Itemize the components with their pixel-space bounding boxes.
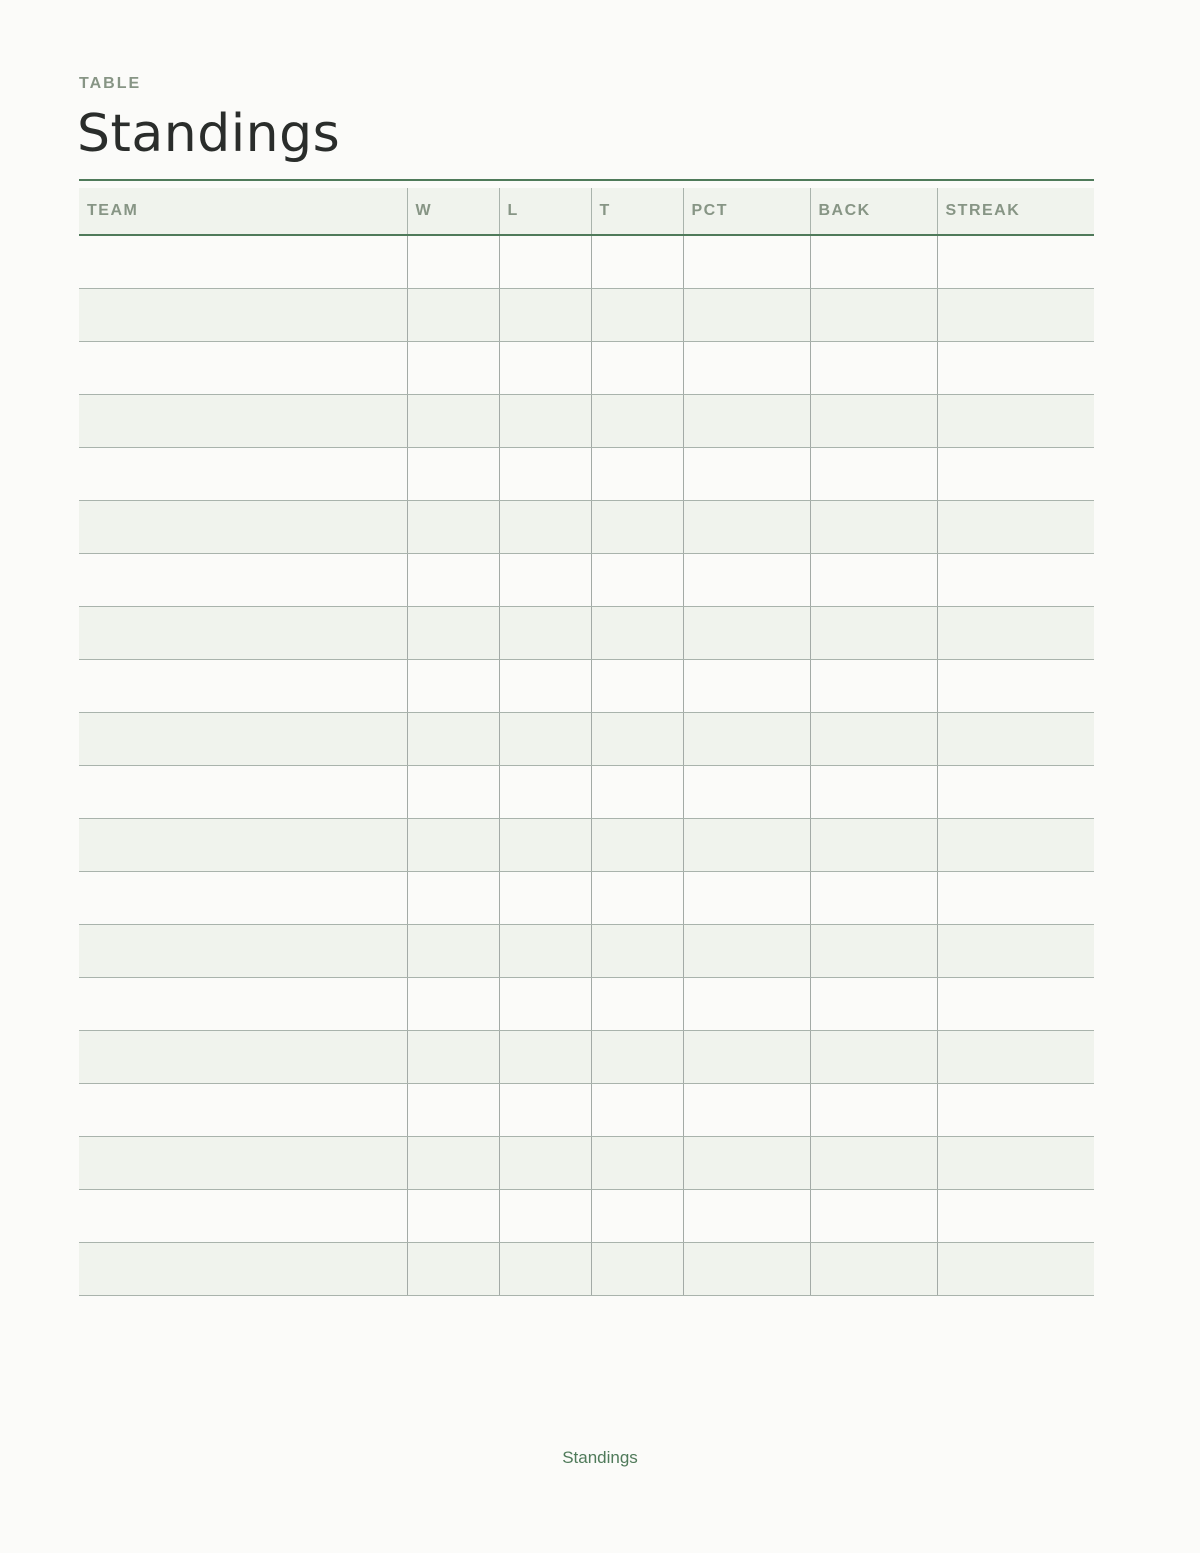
- table-cell-team[interactable]: [79, 660, 407, 713]
- table-cell-w[interactable]: [407, 1137, 499, 1190]
- table-cell-l[interactable]: [499, 872, 591, 925]
- table-cell-pct[interactable]: [683, 554, 810, 607]
- table-cell-w[interactable]: [407, 395, 499, 448]
- table-cell-pct[interactable]: [683, 1084, 810, 1137]
- table-cell-l[interactable]: [499, 1084, 591, 1137]
- table-row: [79, 607, 1094, 660]
- table-cell-back[interactable]: [810, 235, 937, 289]
- table-row: [79, 1137, 1094, 1190]
- table-row: [79, 1243, 1094, 1296]
- table-cell-team[interactable]: [79, 978, 407, 1031]
- table-cell-team[interactable]: [79, 872, 407, 925]
- table-cell-back[interactable]: [810, 395, 937, 448]
- table-cell-l[interactable]: [499, 766, 591, 819]
- column-header-back: BACK: [810, 188, 937, 235]
- table-cell-l[interactable]: [499, 448, 591, 501]
- table-cell-t[interactable]: [591, 819, 683, 872]
- page-title: Standings: [77, 104, 341, 164]
- table-cell-t[interactable]: [591, 1084, 683, 1137]
- table-cell-w[interactable]: [407, 448, 499, 501]
- table-cell-back[interactable]: [810, 289, 937, 342]
- table-cell-t[interactable]: [591, 607, 683, 660]
- table-cell-streak[interactable]: [937, 872, 1094, 925]
- table-cell-w[interactable]: [407, 660, 499, 713]
- table-row: [79, 448, 1094, 501]
- table-cell-team[interactable]: [79, 1084, 407, 1137]
- table-cell-w[interactable]: [407, 501, 499, 554]
- table-row: [79, 766, 1094, 819]
- footer-label: Standings: [562, 1448, 638, 1467]
- table-cell-w[interactable]: [407, 554, 499, 607]
- title-rule: [79, 179, 1094, 181]
- table-cell-team[interactable]: [79, 501, 407, 554]
- table-cell-streak[interactable]: [937, 1031, 1094, 1084]
- table-cell-w[interactable]: [407, 1243, 499, 1296]
- table-cell-t[interactable]: [591, 660, 683, 713]
- table-cell-l[interactable]: [499, 1137, 591, 1190]
- column-header-l: L: [499, 188, 591, 235]
- table-cell-l[interactable]: [499, 235, 591, 289]
- table-cell-t[interactable]: [591, 1031, 683, 1084]
- table-cell-w[interactable]: [407, 1031, 499, 1084]
- table-cell-t[interactable]: [591, 342, 683, 395]
- table-cell-l[interactable]: [499, 395, 591, 448]
- table-cell-streak[interactable]: [937, 448, 1094, 501]
- table-cell-w[interactable]: [407, 872, 499, 925]
- table-cell-w[interactable]: [407, 1190, 499, 1243]
- table-cell-pct[interactable]: [683, 501, 810, 554]
- table-cell-l[interactable]: [499, 501, 591, 554]
- table-cell-l[interactable]: [499, 819, 591, 872]
- table-cell-w[interactable]: [407, 1084, 499, 1137]
- table-cell-t[interactable]: [591, 501, 683, 554]
- table-cell-w[interactable]: [407, 342, 499, 395]
- table-cell-t[interactable]: [591, 1137, 683, 1190]
- table-row: [79, 289, 1094, 342]
- table-cell-back[interactable]: [810, 872, 937, 925]
- table-row: [79, 501, 1094, 554]
- table-cell-back[interactable]: [810, 925, 937, 978]
- table-cell-streak[interactable]: [937, 766, 1094, 819]
- table-cell-t[interactable]: [591, 872, 683, 925]
- table-cell-streak[interactable]: [937, 819, 1094, 872]
- table-cell-team[interactable]: [79, 713, 407, 766]
- table-cell-streak[interactable]: [937, 235, 1094, 289]
- table-cell-pct[interactable]: [683, 766, 810, 819]
- table-cell-streak[interactable]: [937, 978, 1094, 1031]
- column-header-team: TEAM: [79, 188, 407, 235]
- table-cell-team[interactable]: [79, 448, 407, 501]
- table-cell-pct[interactable]: [683, 1190, 810, 1243]
- table-row: [79, 1084, 1094, 1137]
- table-cell-streak[interactable]: [937, 1190, 1094, 1243]
- table-cell-pct[interactable]: [683, 607, 810, 660]
- table-cell-streak[interactable]: [937, 554, 1094, 607]
- table-cell-streak[interactable]: [937, 342, 1094, 395]
- table-cell-back[interactable]: [810, 554, 937, 607]
- table-cell-w[interactable]: [407, 925, 499, 978]
- table-cell-l[interactable]: [499, 554, 591, 607]
- table-cell-team[interactable]: [79, 1190, 407, 1243]
- table-cell-l[interactable]: [499, 713, 591, 766]
- table-row: [79, 1031, 1094, 1084]
- eyebrow-label: TABLE: [79, 75, 142, 92]
- table-cell-back[interactable]: [810, 819, 937, 872]
- table-cell-t[interactable]: [591, 1190, 683, 1243]
- table-cell-team[interactable]: [79, 289, 407, 342]
- table-row: [79, 395, 1094, 448]
- table-cell-streak[interactable]: [937, 1084, 1094, 1137]
- table-cell-l[interactable]: [499, 342, 591, 395]
- table-cell-l[interactable]: [499, 289, 591, 342]
- table-row: [79, 819, 1094, 872]
- table-cell-w[interactable]: [407, 607, 499, 660]
- table-row: [79, 978, 1094, 1031]
- table-cell-streak[interactable]: [937, 660, 1094, 713]
- table-cell-pct[interactable]: [683, 660, 810, 713]
- table-cell-back[interactable]: [810, 1137, 937, 1190]
- table-cell-pct[interactable]: [683, 978, 810, 1031]
- table-cell-t[interactable]: [591, 713, 683, 766]
- table-cell-l[interactable]: [499, 1243, 591, 1296]
- table-cell-streak[interactable]: [937, 1137, 1094, 1190]
- table-cell-back[interactable]: [810, 766, 937, 819]
- table-cell-team[interactable]: [79, 607, 407, 660]
- table-cell-back[interactable]: [810, 342, 937, 395]
- table-cell-team[interactable]: [79, 925, 407, 978]
- table-cell-pct[interactable]: [683, 1137, 810, 1190]
- table-cell-l[interactable]: [499, 978, 591, 1031]
- column-header-pct: PCT: [683, 188, 810, 235]
- table-cell-t[interactable]: [591, 766, 683, 819]
- table-cell-t[interactable]: [591, 448, 683, 501]
- table-cell-pct[interactable]: [683, 1243, 810, 1296]
- table-cell-back[interactable]: [810, 660, 937, 713]
- table-cell-streak[interactable]: [937, 1243, 1094, 1296]
- table-cell-t[interactable]: [591, 554, 683, 607]
- table-cell-pct[interactable]: [683, 819, 810, 872]
- table-cell-t[interactable]: [591, 289, 683, 342]
- table-cell-team[interactable]: [79, 1137, 407, 1190]
- table-cell-pct[interactable]: [683, 872, 810, 925]
- table-cell-pct[interactable]: [683, 713, 810, 766]
- table-cell-pct[interactable]: [683, 925, 810, 978]
- table-cell-team[interactable]: [79, 1031, 407, 1084]
- table-cell-pct[interactable]: [683, 235, 810, 289]
- table-cell-back[interactable]: [810, 607, 937, 660]
- table-row: [79, 660, 1094, 713]
- table-cell-team[interactable]: [79, 766, 407, 819]
- table-cell-pct[interactable]: [683, 448, 810, 501]
- column-header-streak: STREAK: [937, 188, 1094, 235]
- table-cell-w[interactable]: [407, 978, 499, 1031]
- table-row: [79, 925, 1094, 978]
- table-cell-w[interactable]: [407, 819, 499, 872]
- table-row: [79, 235, 1094, 289]
- table-cell-back[interactable]: [810, 448, 937, 501]
- table-cell-streak[interactable]: [937, 925, 1094, 978]
- table-cell-l[interactable]: [499, 660, 591, 713]
- table-cell-pct[interactable]: [683, 395, 810, 448]
- table-row: [79, 872, 1094, 925]
- table-cell-back[interactable]: [810, 978, 937, 1031]
- table-cell-streak[interactable]: [937, 713, 1094, 766]
- table-cell-back[interactable]: [810, 713, 937, 766]
- table-row: [79, 713, 1094, 766]
- table-cell-pct[interactable]: [683, 289, 810, 342]
- table-cell-team[interactable]: [79, 819, 407, 872]
- column-header-t: T: [591, 188, 683, 235]
- table-cell-team[interactable]: [79, 395, 407, 448]
- table-cell-w[interactable]: [407, 235, 499, 289]
- table-cell-back[interactable]: [810, 1243, 937, 1296]
- table-cell-t[interactable]: [591, 978, 683, 1031]
- column-header-w: W: [407, 188, 499, 235]
- table-body: [79, 235, 1094, 1296]
- table-cell-team[interactable]: [79, 342, 407, 395]
- table-cell-l[interactable]: [499, 1031, 591, 1084]
- table-cell-streak[interactable]: [937, 395, 1094, 448]
- standings-table: [79, 188, 1094, 1296]
- table-cell-t[interactable]: [591, 235, 683, 289]
- table-cell-t[interactable]: [591, 925, 683, 978]
- table-row: [79, 1190, 1094, 1243]
- table-cell-l[interactable]: [499, 607, 591, 660]
- table-cell-team[interactable]: [79, 554, 407, 607]
- table-cell-pct[interactable]: [683, 1031, 810, 1084]
- table-cell-back[interactable]: [810, 501, 937, 554]
- table-cell-streak[interactable]: [937, 289, 1094, 342]
- table-row: [79, 554, 1094, 607]
- table-cell-l[interactable]: [499, 925, 591, 978]
- table-header-row: [79, 188, 1094, 235]
- table-cell-back[interactable]: [810, 1190, 937, 1243]
- table-row: [79, 342, 1094, 395]
- table-cell-t[interactable]: [591, 395, 683, 448]
- table-cell-w[interactable]: [407, 289, 499, 342]
- table-cell-team[interactable]: [79, 1243, 407, 1296]
- table-cell-back[interactable]: [810, 1031, 937, 1084]
- table-cell-w[interactable]: [407, 713, 499, 766]
- table-cell-streak[interactable]: [937, 607, 1094, 660]
- table-cell-w[interactable]: [407, 766, 499, 819]
- table-cell-back[interactable]: [810, 1084, 937, 1137]
- table-cell-team[interactable]: [79, 235, 407, 289]
- table-cell-t[interactable]: [591, 1243, 683, 1296]
- table-cell-l[interactable]: [499, 1190, 591, 1243]
- table-cell-pct[interactable]: [683, 342, 810, 395]
- table-cell-streak[interactable]: [937, 501, 1094, 554]
